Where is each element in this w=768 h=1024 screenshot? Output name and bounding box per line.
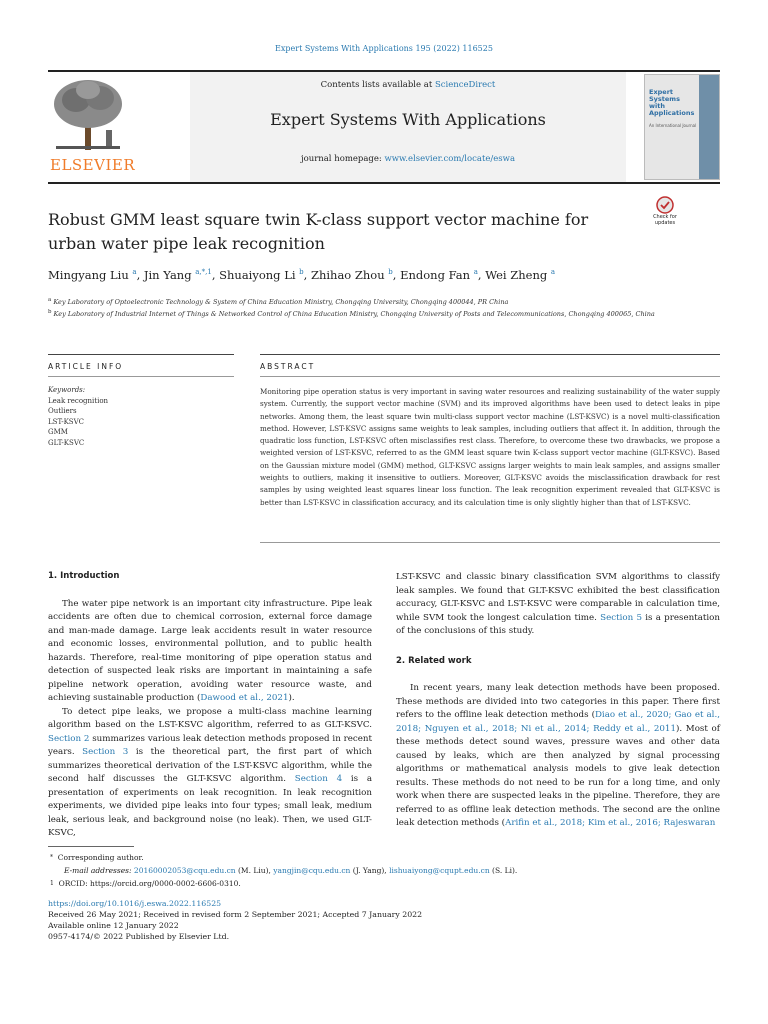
paragraph: In recent years, many leak detection methods have been proposed. These methods are divided into two categories in this paper. There first refers to the offline leak detection methods (Diao et al., 2020; Gao et al., 2018; Nguyen et al., 2018; Ni et al., 2014; Reddy et al., 2011). Most of these methods detect sound waves, pressure waves and other data caused by leaks, which are then analyzed by signal processing algorithms or mathematical analysis models to give leak detection results. These methods do not need to be run for a long time, and only work when there are suspected leaks in the pipeline. Therefore, they are referred to as offline leak detection methods. The second are the online leak detection methods (Arifin et al., 2018; Kim et al., 2016; Rajeswaran	[396, 683, 720, 828]
article-meta	[48, 898, 720, 942]
divider	[48, 376, 234, 377]
abstract-heading: ABSTRACT	[260, 362, 316, 371]
left-column	[48, 570, 372, 841]
cover-strip	[699, 75, 719, 179]
sciencedirect-link[interactable]: ScienceDirect	[434, 80, 496, 90]
paragraph: The water pipe network is an important city infrastructure. Pipe leak accidents are often due to chemical corrosion, external force damage and man-made damage. Large leak accidents result in water resource and economic losses, environmental pollution, and to public health hazards. Therefore, real-time monitoring of pipe operation status and detection of suspected leak risks are important in maintaining a safe pipeline network operation, avoiding water resource waste, and achieving sustainable production (Dawood et al., 2021).	[48, 598, 372, 703]
keyword: LST-KSVC	[48, 417, 85, 426]
email-link[interactable]: 20160002053@cqu.edu.cn	[133, 866, 236, 875]
contents-line: Contents lists available at ScienceDirect	[320, 80, 496, 90]
keyword: Leak recognition	[48, 396, 109, 405]
section-title-related-work: 2. Related work	[396, 655, 472, 666]
homepage-link[interactable]: www.elsevier.com/locate/eswa	[384, 154, 516, 164]
email-link[interactable]: lishuaiyong@cqupt.edu.cn	[389, 866, 490, 875]
author[interactable]: Jin Yang $^{a,*,1}$	[143, 268, 212, 282]
received-dates: Received 26 May 2021; Received in revised form 2 September 2021; Accepted 7 January 2022	[48, 910, 423, 919]
section-link[interactable]: Section 4	[294, 774, 343, 784]
check-for-updates-button[interactable]	[650, 196, 680, 230]
footnote-divider	[48, 846, 134, 847]
author[interactable]: Mingyang Liu $^a$	[48, 268, 137, 282]
author-list: Mingyang Liu $^a$, Jin Yang $^{a,*,1}$, Shuaiyong Li $^b$, Zhihao Zhou $^b$, Endong Fan $^a$, Wei Zheng $^a$	[48, 268, 556, 282]
abstract-text: Monitoring pipe operation status is very important in saving water resources and realizing sustainability of the water supply system. Currently, the support vector machine (SVM) and its improved algorithms have been used to detect leaks in pipe networks. Among them, the least square twin multi-class support vector machine (LST-KSVC) is a novel multi-classification method. However, LST-KSVC assigns same weights to leak samples, including outliers that affect it. In addition, through the quadratic loss function, LST-KSVC often misclassifies rest class. Therefore, to overcome these two drawbacks, we propose a weighted version of LST-KSVC, referred to as the GMM least square twin K-class support vector machine (GLT-KSVC). Based on the Gaussian mixture model (GMM) method, GLT-KSVC assigns larger weights to main leak samples, and assigns smaller weights to outliers, making it insensitive to outliers. Moreover, GLT-KSVC avoids the misclassification drawback for rest samples by using weighted least squares linear loss function. The leak recognition experiment revealed that GLT-KSVC is better than LST-KSVC in classification accuracy, and its calculation time is only slightly higher than that of LST-KSVC.	[260, 387, 720, 507]
divider	[260, 542, 720, 543]
cover-subtitle: An International Journal	[649, 123, 697, 128]
section-title-introduction: 1. Introduction	[48, 571, 120, 581]
affiliation: $^b$ Key Laboratory of Industrial Internet of Things & Networked Control of China Education Ministry, Chongqing University of Posts and Telecommunications, Chongqing 400065, China	[48, 309, 655, 319]
elsevier-tree-icon	[48, 76, 128, 154]
keyword: Outliers	[48, 407, 77, 415]
section-link[interactable]: Section 2	[48, 733, 90, 744]
check-updates-icon	[650, 196, 680, 214]
divider	[260, 376, 720, 377]
elsevier-wordmark: ELSEVIER	[50, 156, 136, 174]
check-updates-label: Check for updates	[653, 214, 677, 226]
author[interactable]: Zhihao Zhou $^b$	[310, 268, 393, 282]
journal-title: Expert Systems With Applications	[270, 110, 546, 129]
article-info-heading: ARTICLE INFO	[48, 362, 124, 371]
paragraph: LST-KSVC and classic binary classification SVM algorithms to classify leak samples. We found that GLT-KSVC exhibited the best classification accuracy, GLT-KSVC and LST-KSVC were comparable in calculation time, while SVM took the longest calculation time. Section 5 is a presentation of the conclusions of this study.	[396, 572, 720, 636]
journal-homepage: journal homepage: www.elsevier.com/locate/eswa	[300, 154, 516, 164]
citation-link[interactable]: Diao et al., 2020; Gao et al., 2018; Nguyen et al., 2018; Ni et al., 2014; Reddy et al., 2011	[396, 710, 720, 734]
author[interactable]: Wei Zheng $^a$	[485, 268, 556, 282]
footnotes	[50, 851, 720, 890]
footnote-orcid: $^1$ ORCID: https://orcid.org/0000-0002-6606-0310.	[50, 879, 241, 888]
divider	[260, 354, 720, 355]
section-link[interactable]: Section 5	[600, 612, 642, 623]
right-column	[396, 571, 720, 831]
cover-title: Expert Systems with Applications	[649, 88, 695, 117]
paper-title: Robust GMM least square twin K-class support vector machine for urban water pipe leak recognition	[48, 210, 589, 253]
author[interactable]: Shuaiyong Li $^b$	[219, 268, 304, 282]
available-online: Available online 12 January 2022	[48, 921, 179, 930]
keyword: GMM	[48, 428, 68, 436]
keyword: GLT-KSVC	[48, 438, 85, 447]
citation-link[interactable]: Arifin et al., 2018; Kim et al., 2016; Rajeswaran	[505, 818, 716, 828]
citation-link[interactable]: Dawood et al., 2021	[200, 693, 289, 703]
journal-citation[interactable]: Expert Systems With Applications 195 (2022) 116525	[275, 44, 493, 53]
keywords-label: Keywords:	[48, 386, 86, 394]
keywords-block	[48, 385, 228, 448]
affiliation: $^a$ Key Laboratory of Optoelectronic Technology & System of China Education Ministry, Chongqing University, Chongqing 400044, PR China	[48, 297, 509, 307]
footnote-emails: E-mail addresses: 20160002053@cqu.edu.cn (M. Liu), yangjin@cqu.edu.cn (J. Yang), lishuaiyong@cqupt.edu.cn (S. Li).	[64, 866, 518, 875]
divider	[48, 354, 234, 355]
copyright: 0957-4174/© 2022 Published by Elsevier Ltd.	[48, 932, 230, 941]
doi-link[interactable]: https://doi.org/10.1016/j.eswa.2022.116525	[48, 899, 222, 908]
section-link[interactable]: Section 3	[82, 747, 129, 757]
elsevier-logo	[48, 76, 136, 176]
paragraph: To detect pipe leaks, we propose a multi-class machine learning algorithm based on the LST-KSVC algorithm, referred to as GLT-KSVC. Section 2 summarizes various leak detection methods proposed in recent years. Section 3 is the theoretical part, the first part of which summarizes theoretical derivation of the LST-KSVC algorithm, while the second half discusses the GLT-KSVC algorithm. Section 4 is a presentation of experiments on leak recognition. In leak recognition experiments, we divided pipe leaks into four types; small leak, medium leak, serious leak, and background noise (no leak). Then, we used GLT-KSVC,	[48, 706, 372, 838]
affiliations	[48, 295, 688, 319]
email-link[interactable]: yangjin@cqu.edu.cn	[273, 866, 351, 875]
journal-cover-image[interactable]	[644, 74, 720, 180]
journal-header	[48, 70, 720, 184]
journal-banner	[190, 72, 626, 182]
author[interactable]: Endong Fan $^a$	[400, 268, 478, 282]
footnote-corresponding: * Corresponding author.	[50, 853, 144, 862]
